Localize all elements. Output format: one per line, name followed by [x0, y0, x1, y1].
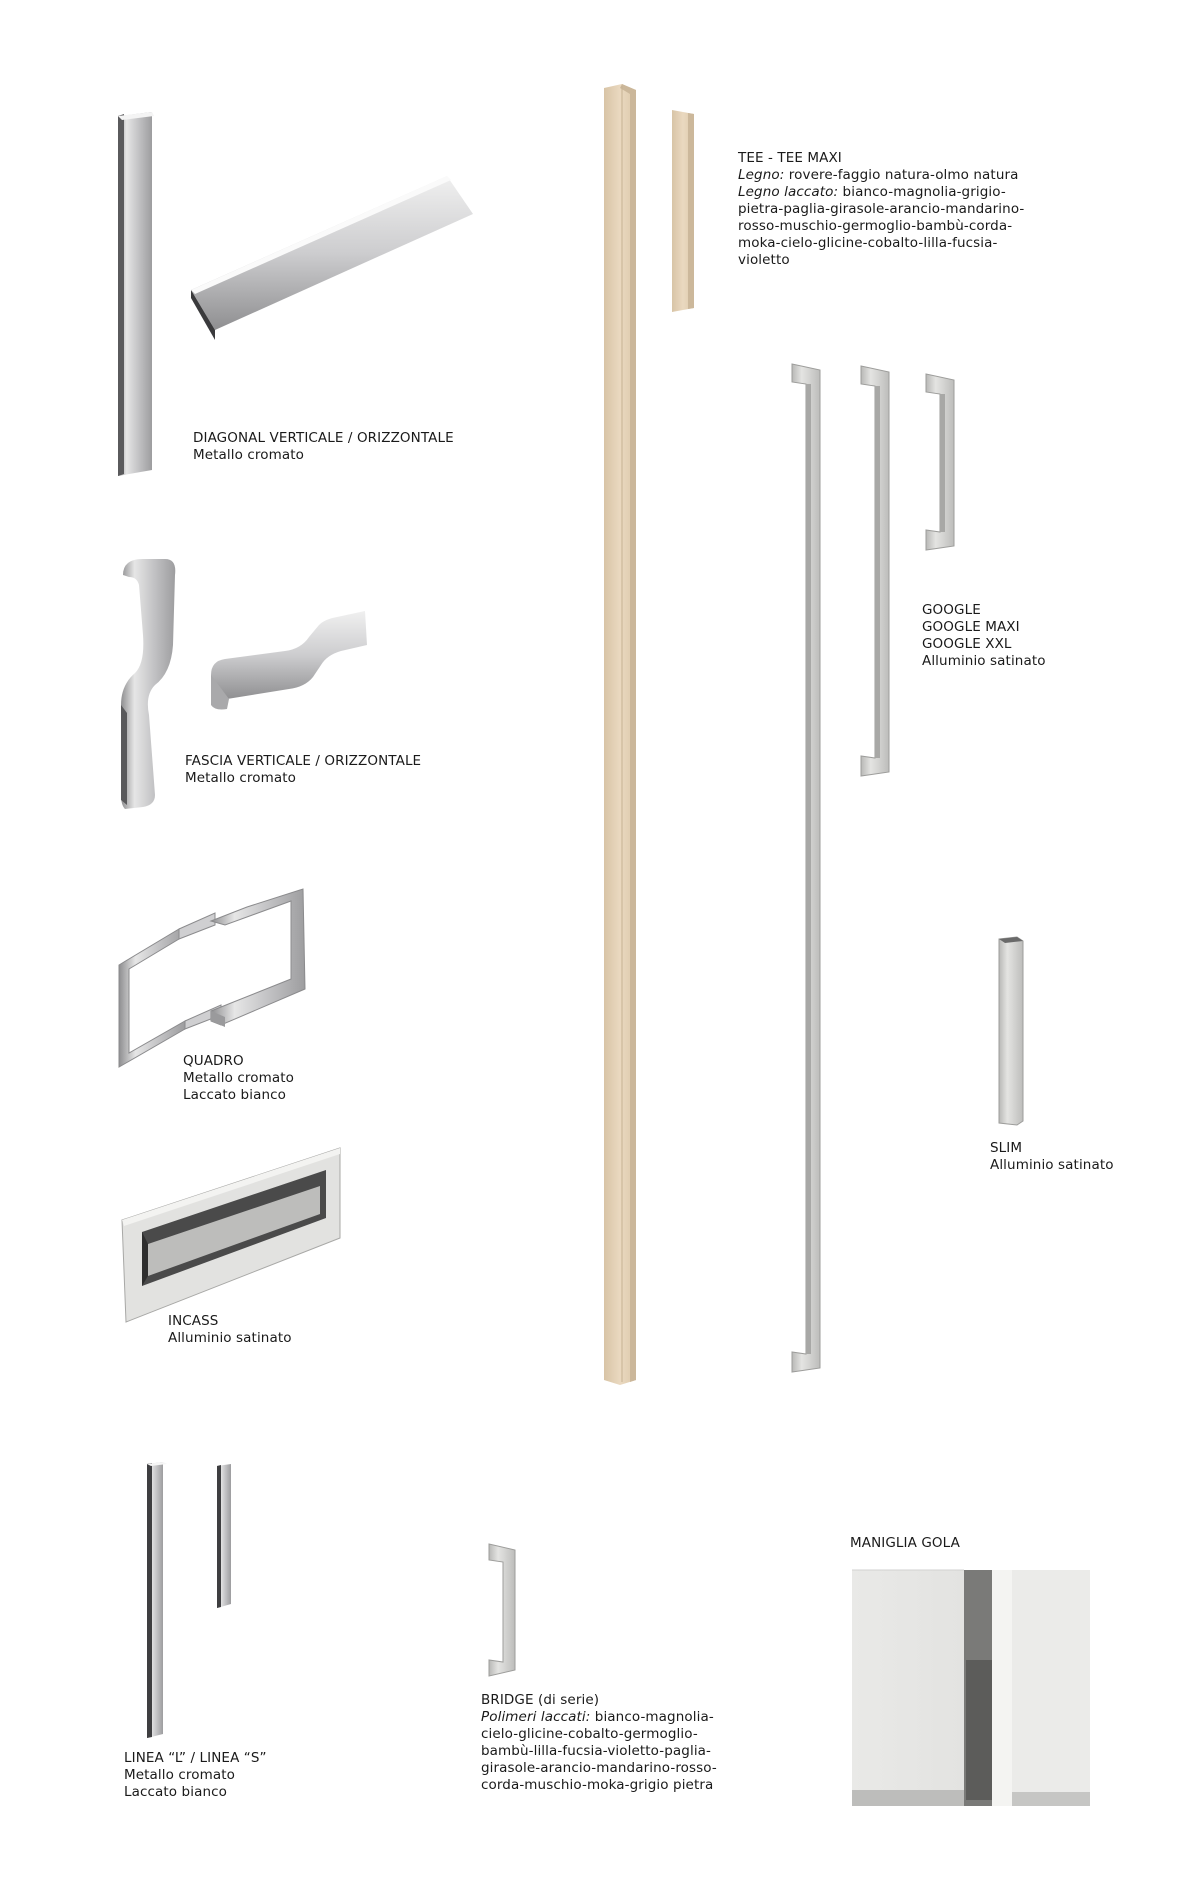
bridge-colors-1: cielo-glicine-cobalto-germoglio- — [481, 1726, 698, 1742]
incass-name: INCASS — [168, 1313, 219, 1329]
diagonal-material: Metallo cromato — [193, 447, 304, 463]
incass-image — [118, 1140, 348, 1330]
quadro-image — [115, 885, 315, 1075]
gola-photo — [852, 1570, 1090, 1806]
gola-label — [850, 1535, 960, 1552]
bridge-name: BRIDGE (di serie) — [481, 1692, 600, 1708]
google-name-2: GOOGLE MAXI — [922, 619, 1020, 635]
tee-laccato-label: Legno laccato: — [738, 184, 839, 200]
tee-colors-1: pietra-paglia-girasole-arancio-mandarino- — [738, 201, 1025, 217]
fascia-label — [185, 753, 421, 787]
tee-label — [738, 150, 1024, 269]
tee-colors-3: moka-cielo-glicine-cobalto-lilla-fucsia- — [738, 235, 998, 251]
diagonal-horizontal-image — [185, 170, 485, 350]
tee-colors-4: violetto — [738, 252, 790, 268]
bridge-image — [485, 1540, 521, 1680]
linea-material-2: Laccato bianco — [124, 1784, 227, 1800]
linea-label — [124, 1750, 267, 1801]
quadro-material-2: Laccato bianco — [183, 1087, 286, 1103]
tee-colors-2: rosso-muschio-germoglio-bambù-corda- — [738, 218, 1013, 234]
google-image — [922, 370, 962, 556]
slim-image — [995, 935, 1027, 1129]
bridge-colors-3: girasole-arancio-mandarino-rosso- — [481, 1760, 717, 1776]
incass-material: Alluminio satinato — [168, 1330, 292, 1346]
linea-l-image — [143, 1460, 173, 1740]
google-label — [922, 602, 1046, 670]
slim-material: Alluminio satinato — [990, 1157, 1114, 1173]
diagonal-label — [193, 430, 454, 464]
bridge-label — [481, 1692, 717, 1794]
tee-image — [668, 108, 700, 314]
fascia-name: FASCIA VERTICALE / ORIZZONTALE — [185, 753, 422, 769]
bridge-polimeri-label: Polimeri laccati: — [481, 1709, 591, 1725]
tee-maxi-image — [600, 82, 640, 1387]
quadro-label — [183, 1053, 294, 1104]
linea-material-1: Metallo cromato — [124, 1767, 235, 1783]
google-name-1: GOOGLE — [922, 602, 981, 618]
linea-name: LINEA “L” / LINEA “S” — [124, 1750, 267, 1766]
quadro-material-1: Metallo cromato — [183, 1070, 294, 1086]
diagonal-name: DIAGONAL VERTICALE / ORIZZONTALE — [193, 430, 454, 446]
google-name-3: GOOGLE XXL — [922, 636, 1012, 652]
bridge-colors-2: bambù-lilla-fucsia-violetto-paglia- — [481, 1743, 712, 1759]
google-maxi-image — [857, 362, 897, 782]
tee-laccato-value: bianco-magnolia-grigio- — [838, 184, 1006, 200]
tee-legno-value: rovere-faggio natura-olmo natura — [784, 167, 1019, 183]
quadro-name: QUADRO — [183, 1053, 244, 1069]
bridge-colors-4: corda-muschio-moka-grigio pietra — [481, 1777, 714, 1793]
slim-name: SLIM — [990, 1140, 1023, 1156]
google-material: Alluminio satinato — [922, 653, 1046, 669]
fascia-vertical-image — [115, 555, 185, 815]
bridge-polimeri-value: bianco-magnolia- — [590, 1709, 714, 1725]
diagonal-vertical-image — [110, 110, 160, 480]
tee-legno-label: Legno: — [738, 167, 785, 183]
tee-name: TEE - TEE MAXI — [738, 150, 842, 166]
slim-label — [990, 1140, 1114, 1174]
linea-s-image — [213, 1462, 239, 1612]
incass-label — [168, 1313, 292, 1347]
fascia-horizontal-image — [205, 605, 375, 715]
fascia-material: Metallo cromato — [185, 770, 296, 786]
google-xxl-image — [788, 360, 828, 1380]
gola-name: MANIGLIA GOLA — [850, 1535, 960, 1551]
